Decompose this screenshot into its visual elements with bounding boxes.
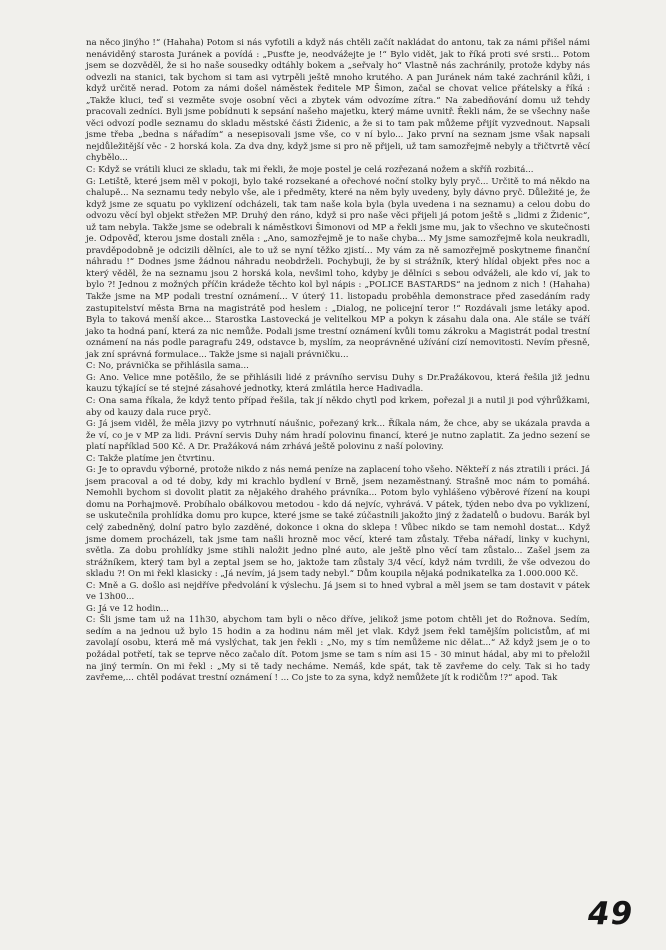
paragraph: G: Letiště, které jsem měl v pokoji, bylo také rozsekané a ořechové noční stolky byly pryč... Určitě to má někdo na chalupě... Na seznamu tedy nebylo vše, ale i předměty, které na něm byly uvedeny, byly dávno pryč. Důležité je, že když jsme ze squatu po vyklizení odcházeli, tak tam naše kola byla (byla uvedena i na seznamu) a celou dobu do odvozu věcí byl objekt střežen MP. Druhý den ráno, když si pro naše věci přijeli já potom ještě s „lidmi z Židenic“, už tam nebyla. Takže jsme se odebrali k náměstkovi Šimonovi od MP a řekli jsme mu, jak to všechno ve skutečnosti je. Odpověď, kterou jsme dostali zněla : „Ano, samozřejmě je to naše chyba... My jsme samozřejmě kola neukradli, pravděpodobně je odcizili dělníci, ale to už se nyní těžko zjistí... My vám za ně samozřejmě poskytneme finanční náhradu !“ Dodnes jsme žádnou náhradu neobdrželi. Pochybuji, že by si strážník, který hlídal objekt přes noc a který věděl, že na seznamu jsou 2 horská kola, nevšiml toho, kdyby je dělníci s sebou odváželi, ale kdo ví, jak to bylo ?! Jednou z možných příčin krádeže těchto kol byl nápis : „POLICE BASTARDS“ na jednom z nich ! (Hahaha) Takže jsme na MP podali trestní oznámení... V úterý 11. listopadu proběhla demonstrace před zasedáním rady zastupitelství města Brna na magistrátě pod heslem : „Dialog, ne policejní teror !“ Rozdávali jsme letáky apod. Byla to taková menší akce... Starostka Lastovecká je velitelkou MP a pokyn k zásahu dala ona. Ale stále se tváří jako ta hodná paní, která za nic nemůže. Podali jsme trestní oznámení kvůli tomu zákroku a Magistrát podal trestní oznámení na nás podle paragrafu 249, odstavce b, myslím, za neoprávněné užívání cizí nemovitosti. Nevím přesně, jak zní správná formulace... Takže jsme si najali právničku... bbox=[86, 176, 590, 360]
paragraph: C: Takže platíme jen čtvrtinu. bbox=[86, 453, 215, 464]
body-text bbox=[86, 38, 590, 685]
paragraph: G: Je to opravdu výborné, protože nikdo z nás nemá peníze na zaplacení toho všeho. Někteří z nás ztratili i práci. Já jsem pracoval a od té doby, kdy mi krachlo bydlení v Brně, jsem nezaměstnaný. Strašně moc nám to pomáhá. Nemohli bychom si dovolit platit za nějakého drahého právníka... Potom bylo vyhlášeno výběrové řízení na koupi domu na Porhajmově. Probíhalo obálkovou metodou - kdo dá nejvíc, vyhrává. V pátek, týden nebo dva po vyklizení, se uskutečnila prohlídka domu pro kupce, které jsme se také zúčastnili jakožto jiný z žadatelů o budovu. Barák byl celý zabedněný, dolní patro bylo zazděné, dokonce i okna do sklepa ! Vůbec nikdo se tam nemohl dostat... Když jsme domem procházeli, tak jsme tam našli hrozně moc věcí, které tam zůstaly. Třeba nářadí, linky v kuchyni, světla. Za dobu prohlídky jsme stihli naložit jedno plné auto, ale ještě plno věcí tam zůstalo... Zašel jsem za strážníkem, který tam byl a zeptal jsem se ho, jaktože tam zůstaly 3/4 věcí, když nám tvrdili, že vše odvezou do skladu ?! On mi řekl klasicky : „Já nevím, já jsem tady nebyl.“ Dům koupila nějaká podnikatelka za 1.000.000 Kč. bbox=[86, 465, 590, 580]
paragraph: G: Ano. Velice mne potěšilo, že se přihlásili lidé z právního servisu Duhy s Dr.Pražákovou, která řešila již jednu kauzu týkající se té stejné zásahové jednotky, která zmlátila herce Hadivadla. bbox=[86, 372, 590, 395]
paragraph: C: Mně a G. došlo asi nejdříve předvolání k výslechu. Já jsem si to hned vybral a měl jsem se tam dostavit v pátek ve 13h00... bbox=[86, 580, 590, 603]
page-number: 49 bbox=[588, 896, 634, 932]
paragraph: C: Šli jsme tam už na 11h30, abychom tam byli o něco dříve, jelikož jsme potom chtěli jet do Rožnova. Sedím, sedím a na jednou už bylo 15 hodin a za hodinu nám měl jet vlak. Když jsem řekl tamějším policistům, ať mi zavolají osobu, která mě má vyslýchat, tak jen řekli : „No, my s tím nemůžeme nic dělat...“ Až když jsem je o to požádal potřetí, tak se teprve něco začalo dít. Potom jsme se tam s ním asi 15 - 30 minut hádal, aby mi to přeložil na jiný termín. On mi řekl : „My si tě tady necháme. Nemáš, kde spát, tak tě zavřeme do cely. Tak si ho tady zavřeme,... chtěl podávat trestní oznámení ! ... Co jste to za syna, když nemůžete jít k rodičům !?“ apod. Tak bbox=[86, 615, 590, 684]
paragraph: G: Já jsem viděl, že měla jizvy po vytrhnutí náušnic, pořezaný krk... Říkala nám, že chce, aby se ukázala pravda a že ví, co je v MP za lidi. Právní servis Duhy nám hradí polovinu financí, které je nutno zaplatit. Za jedno sezení se platí například 500 Kč. A Dr. Pražáková nám zrhává ještě polovinu z naší poloviny. bbox=[86, 419, 590, 453]
paragraph: na něco jinýho !“ (Hahaha) Potom si nás vyfotili a když nás chtěli začít nakládat do antonu, tak za námi přišel námi nenáviděný starosta Juránek a povídá : „Pusťte je, neodvážejte je !“ Bylo vidět, jak to říká proti své srsti... Potom jsem se dozvěděl, že si ho naše sousedky odtáhly bokem a „seřvaly ho“ Vlastně nás zachránily, protože kdyby nás odvezli na stanici, tak bychom si tam asi vytrpěli ještě mnoho krutého. A pan Juránek nám také zachránil kůži, i když určitě nerad. Potom za námi došel náměstek ředitele MP Šimon, začal se chovat velice přátelsky a říká : „Takže kluci, teď si vezměte svoje osobní věci a zbytek vám odvozíme zítra.“ Na zabedňování domu už tehdy pracovali zedníci. Byli jsme pobídnuti k sepsání našeho majetku, který máme uvnitř. Řekli nám, že se všechny naše věci odvozí podle seznamu do skladu městské části Židenic, a že si to tam pak můžeme přijít vyzvednout. Napsali jsme třeba „bedna s nářadím“ a nesepisovali jsme vše, co v ní bylo... Jako první na seznam jsme však napsali nejdůležitější věc - 2 horská kola. Za dva dny, když jsme si pro ně přijeli, už tam samozřejmě nebyly a třičtvrtě věcí chybělo... bbox=[86, 38, 590, 164]
paragraph: C: Ona sama říkala, že když tento případ řešila, tak jí někdo chytl pod krkem, pořezal ji a nutil ji pod výhrůžkami, aby od kauzy dala ruce pryč. bbox=[86, 395, 590, 418]
paragraph: G: Já ve 12 hodin... bbox=[86, 603, 169, 614]
paragraph: C: Když se vrátili kluci ze skladu, tak mi řekli, že moje postel je celá rozřezaná nožem a skříň rozbitá... bbox=[86, 165, 534, 176]
paragraph: C: No, právnička se přihlásila sama... bbox=[86, 361, 249, 372]
